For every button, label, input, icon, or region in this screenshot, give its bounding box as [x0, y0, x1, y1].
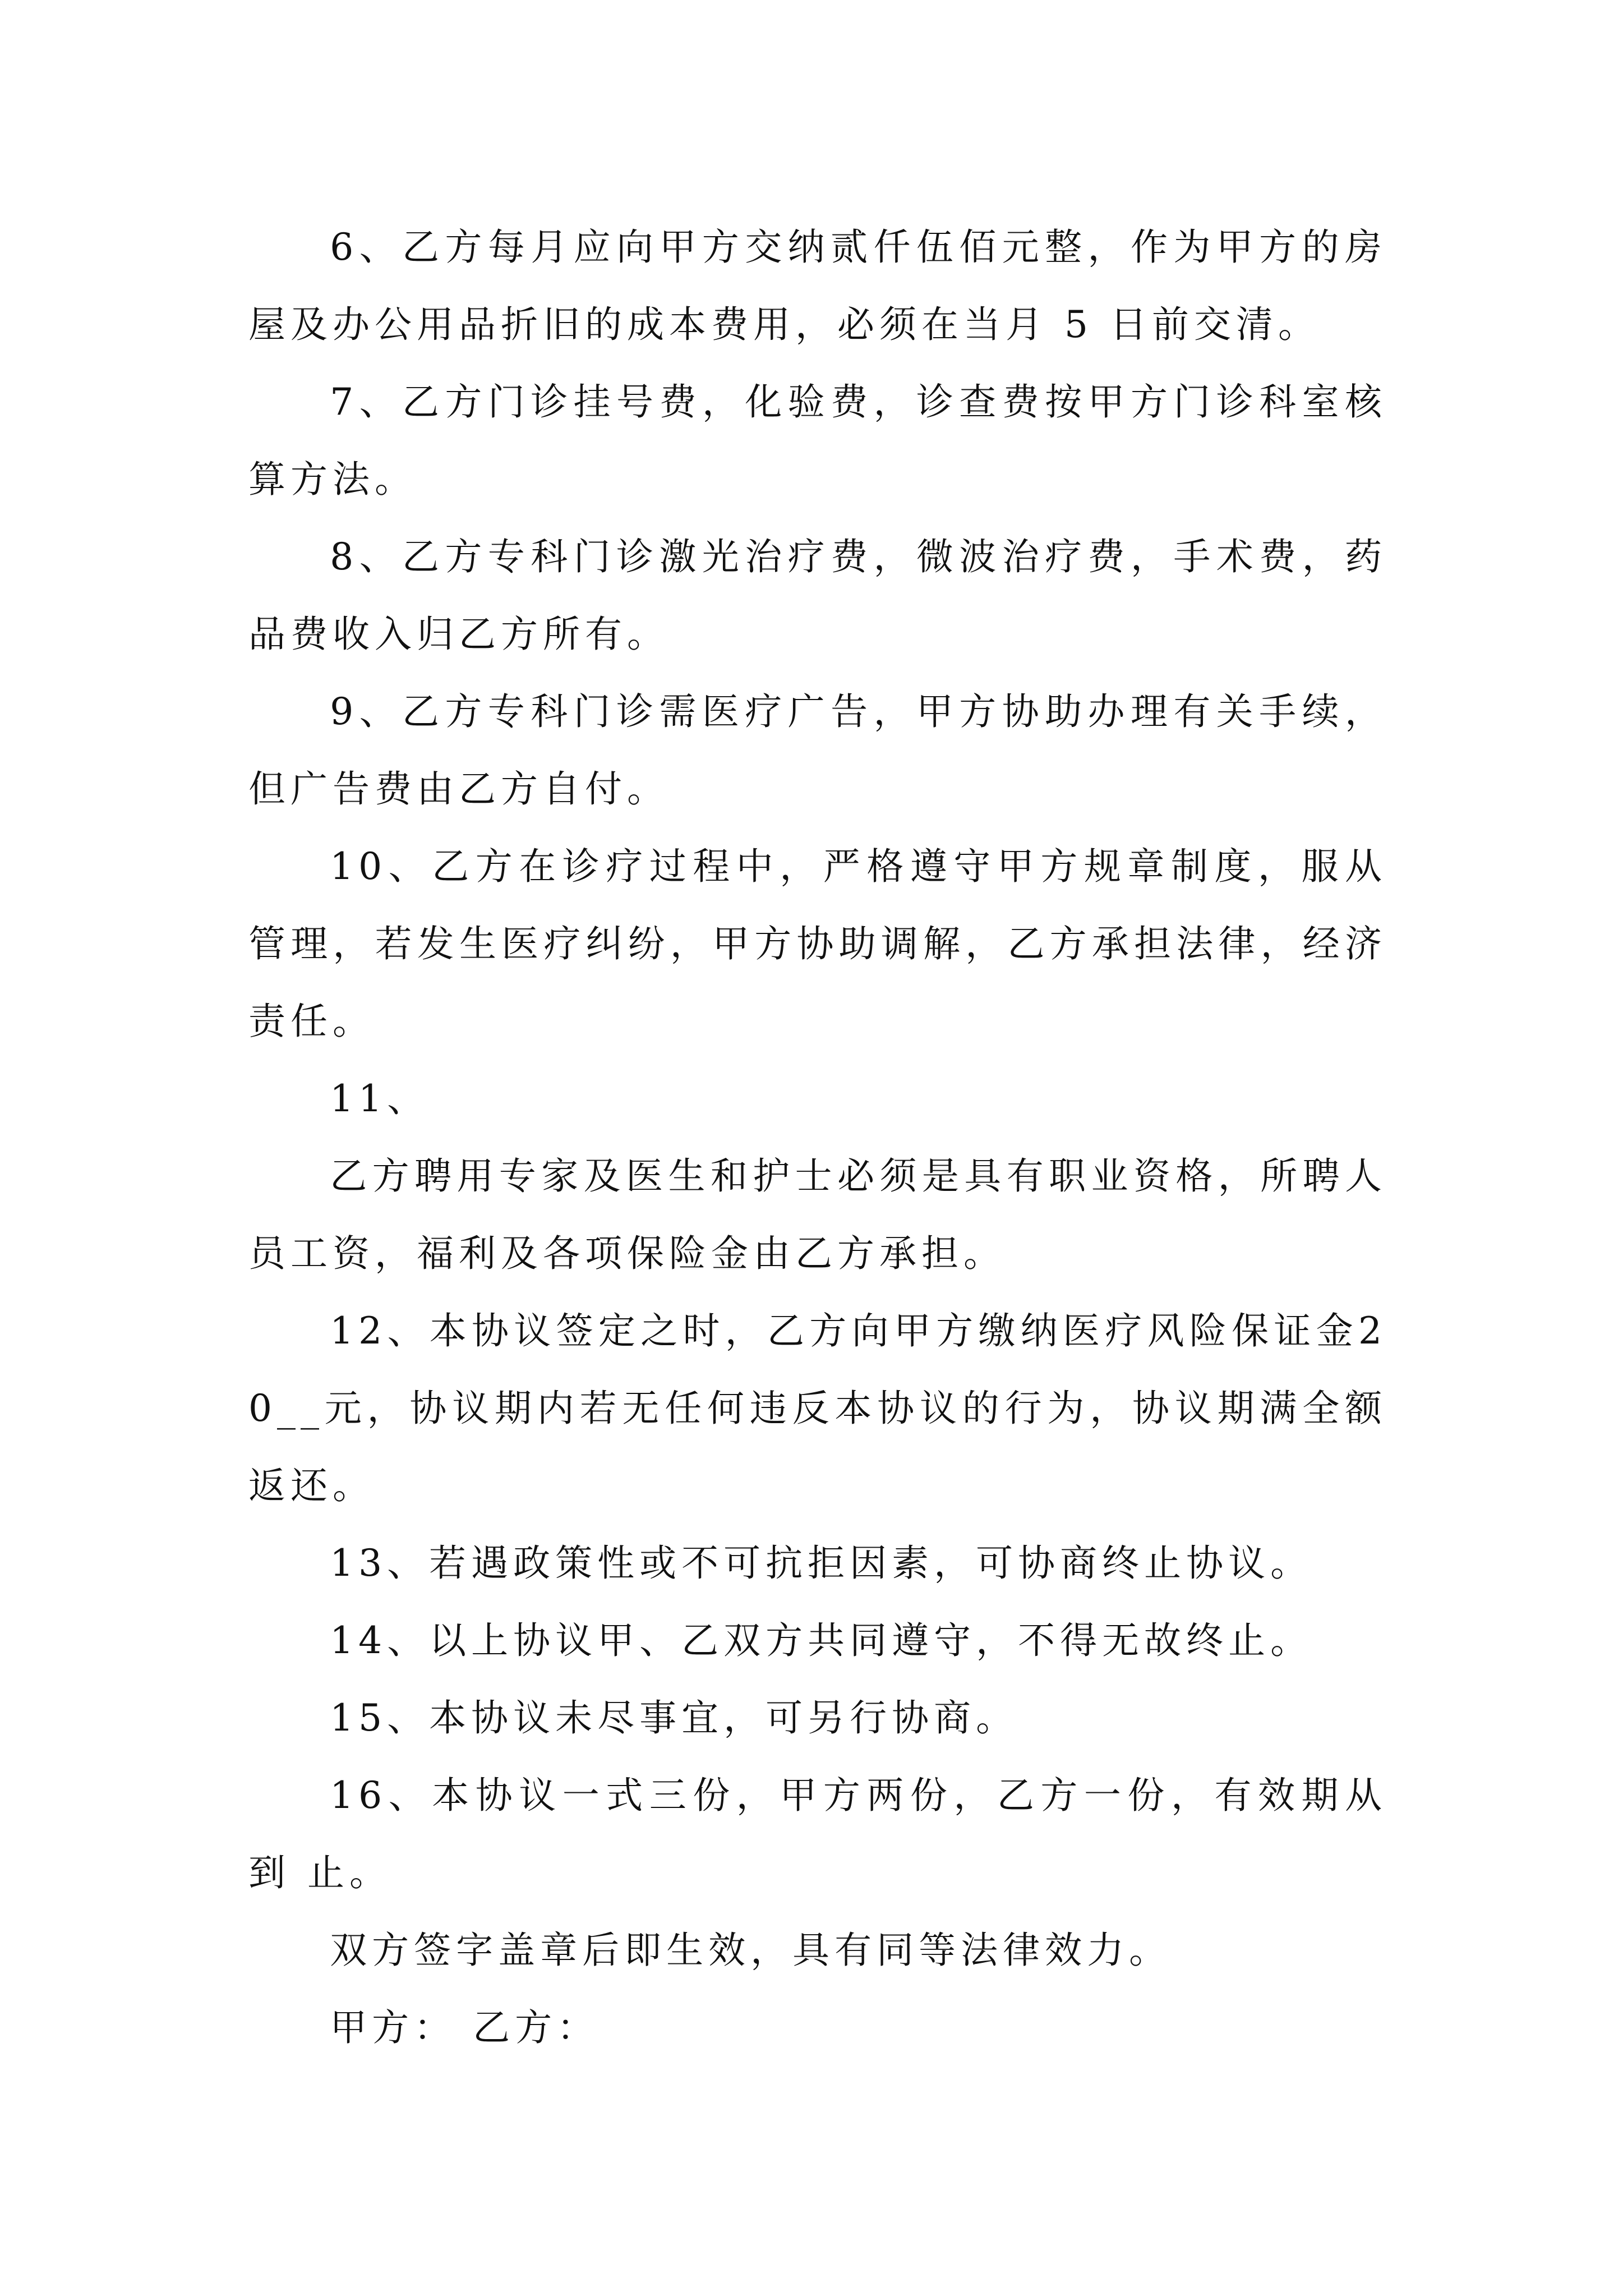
effectiveness-statement: 双方签字盖章后即生效，具有同等法律效力。	[330, 1929, 1172, 1972]
clause-7: 7、乙方门诊挂号费，化验费，诊查费按甲方门诊科室核算方法。	[248, 380, 1387, 501]
clause-14: 14、以上协议甲、乙双方共同遵守，不得无故终止。	[330, 1619, 1313, 1662]
clause-8: 8、乙方专科门诊激光治疗费，微波治疗费，手术费，药品费收入归乙方所有。	[248, 535, 1387, 656]
clause-16: 16、本协议一式三份，甲方两份，乙方一份，有效期从到 止。	[248, 1774, 1387, 1894]
clause-13: 13、若遇政策性或不可抗拒因素，可协商终止协议。	[330, 1542, 1313, 1585]
clause-9: 9、乙方专科门诊需医疗广告，甲方协助办理有关手续，但广告费由乙方自付。	[248, 690, 1387, 811]
clause-11-number: 11、	[330, 1077, 430, 1120]
clause-12: 12、本协议签定之时，乙方向甲方缴纳医疗风险保证金20__元，协议期内若无任何违反本协议的行为，协议期满全额返还。	[248, 1309, 1387, 1507]
clause-6: 6、乙方每月应向甲方交纳贰仟伍佰元整，作为甲方的房屋及办公用品折旧的成本费用，必须在当月 5 日前交清。	[248, 226, 1387, 346]
document-body	[248, 209, 1387, 2067]
clause-11-text: 乙方聘用专家及医生和护士必须是具有职业资格，所聘人员工资，福利及各项保险金由乙方承担。	[248, 1154, 1387, 1275]
clause-10: 10、乙方在诊疗过程中，严格遵守甲方规章制度，服从管理，若发生医疗纠纷，甲方协助调解，乙方承担法律，经济责任。	[248, 845, 1387, 1043]
signature-line: 甲方： 乙方：	[330, 2006, 600, 2049]
clause-15: 15、本协议未尽事宜，可另行协商。	[330, 1696, 1018, 1740]
